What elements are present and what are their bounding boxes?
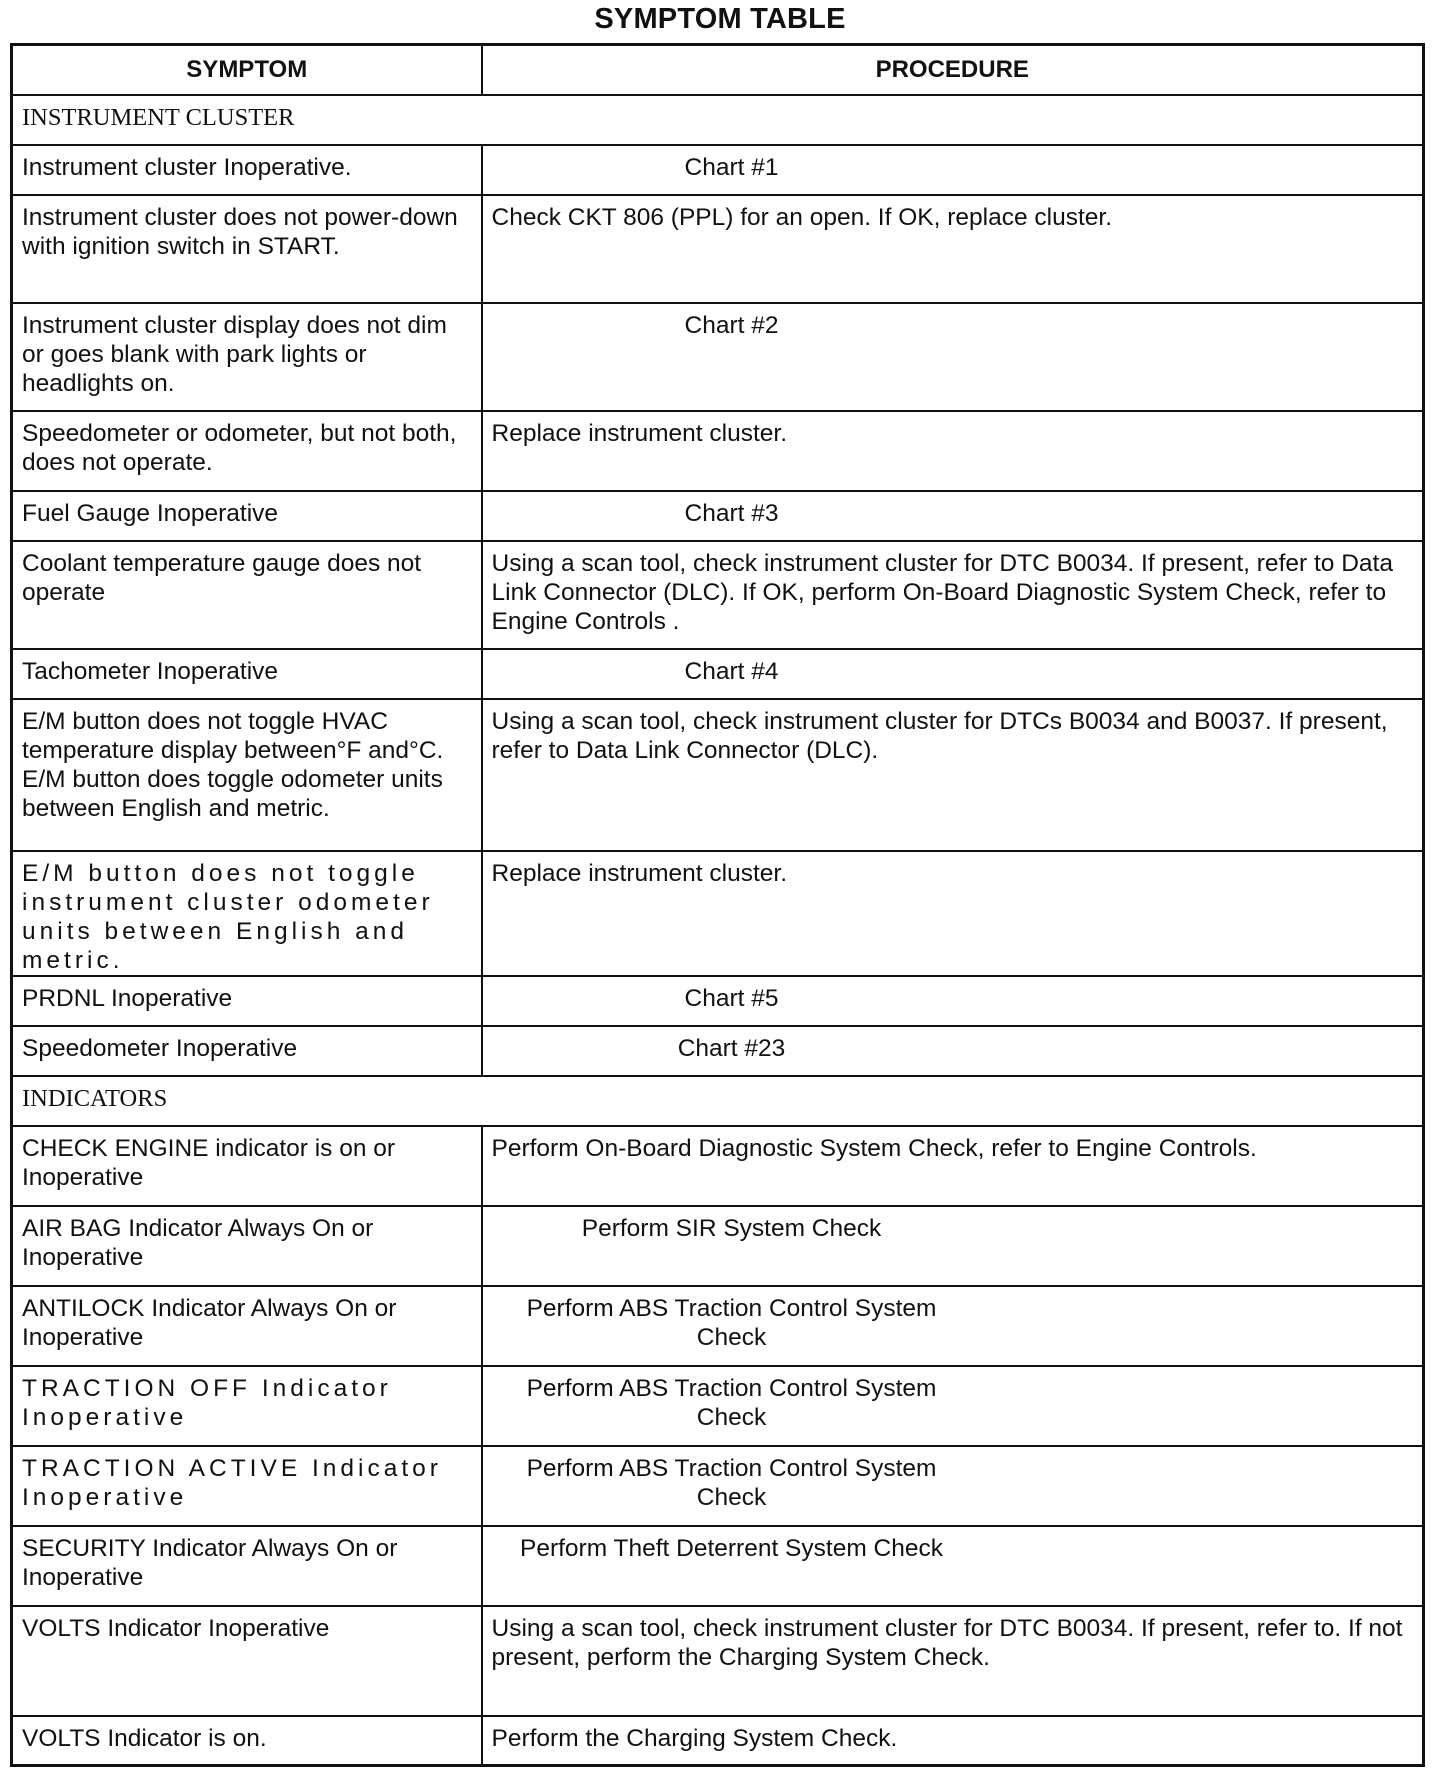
procedure-cell <box>482 976 1424 1026</box>
symptom-cell: VOLTS Indicator is on. <box>12 1716 482 1766</box>
section-row <box>12 95 1424 145</box>
table-row <box>12 541 1424 649</box>
procedure-cell <box>482 491 1424 541</box>
table-row <box>12 1126 1424 1206</box>
procedure-text: Chart #2 <box>684 311 779 339</box>
table-row <box>12 699 1424 851</box>
procedure-cell <box>482 145 1424 195</box>
procedure-cell <box>482 1526 1424 1606</box>
procedure-cell: Replace instrument cluster. <box>482 411 1424 491</box>
symptom-cell: E/M button does not toggle HVAC temperature display between°F and°C. E/M button does toggle odometer units between English and metric. <box>12 699 482 851</box>
table-row <box>12 491 1424 541</box>
table-row <box>12 1526 1424 1606</box>
procedure-text: Chart #4 <box>684 657 779 685</box>
symptom-cell: Instrument cluster Inoperative. <box>12 145 482 195</box>
procedure-cell: Using a scan tool, check instrument cluster for DTC B0034. If present, refer to Data Link Connector (DLC). If OK, perform On-Board Diagnostic System Check, refer to Engine Controls . <box>482 541 1424 649</box>
table-row <box>12 976 1424 1026</box>
procedure-text: Chart #5 <box>684 984 779 1012</box>
table-row <box>12 145 1424 195</box>
symptom-cell: Tachometer Inoperative <box>12 649 482 699</box>
procedure-text: Chart #1 <box>684 153 779 181</box>
procedure-text: Chart #23 <box>677 1034 786 1062</box>
column-header-symptom: SYMPTOM <box>12 45 482 95</box>
symptom-cell: Fuel Gauge Inoperative <box>12 491 482 541</box>
procedure-text: Perform SIR System Check <box>581 1214 882 1242</box>
symptom-cell: CHECK ENGINE indicator is on or Inoperative <box>12 1126 482 1206</box>
procedure-text: Perform ABS Traction Control System Check <box>526 1294 937 1351</box>
procedure-cell <box>482 1286 1424 1366</box>
table-row <box>12 1366 1424 1446</box>
symptom-cell: VOLTS Indicator Inoperative <box>12 1606 482 1716</box>
table-row <box>12 1446 1424 1526</box>
page-title: SYMPTOM TABLE <box>594 3 846 35</box>
procedure-cell: Using a scan tool, check instrument cluster for DTC B0034. If present, refer to. If not present, perform the Charging System Check. <box>482 1606 1424 1716</box>
procedure-cell <box>482 1446 1424 1526</box>
symptom-table <box>10 43 1425 1767</box>
table-row <box>12 649 1424 699</box>
procedure-cell <box>482 1026 1424 1076</box>
symptom-cell: TRACTION ACTIVE Indicator Inoperative <box>12 1446 482 1526</box>
symptom-cell: TRACTION OFF Indicator Inoperative <box>12 1366 482 1446</box>
symptom-cell: AIR BAG Indicator Always On or Inoperative <box>12 1206 482 1286</box>
symptom-cell: SECURITY Indicator Always On or Inoperative <box>12 1526 482 1606</box>
procedure-cell <box>482 303 1424 411</box>
procedure-text: Perform ABS Traction Control System Check <box>526 1374 937 1431</box>
table-row <box>12 411 1424 491</box>
table-row <box>12 1026 1424 1076</box>
table-header-row <box>12 45 1424 95</box>
procedure-cell <box>482 649 1424 699</box>
symptom-cell: ANTILOCK Indicator Always On or Inoperative <box>12 1286 482 1366</box>
table-row <box>12 1286 1424 1366</box>
table-row <box>12 303 1424 411</box>
section-title-instrument-cluster: INSTRUMENT CLUSTER <box>12 95 1424 145</box>
symptom-cell: E/M button does not toggle instrument cluster odometer units between English and metric. <box>12 851 482 976</box>
procedure-cell: Replace instrument cluster. <box>482 851 1424 976</box>
symptom-cell: Instrument cluster does not power-down with ignition switch in START. <box>12 195 482 303</box>
table-row <box>12 851 1424 976</box>
procedure-text: Perform Theft Deterrent System Check <box>520 1534 943 1562</box>
symptom-cell: PRDNL Inoperative <box>12 976 482 1026</box>
symptom-cell: Instrument cluster display does not dim or goes blank with park lights or headlights on. <box>12 303 482 411</box>
symptom-cell: Speedometer or odometer, but not both, does not operate. <box>12 411 482 491</box>
symptom-cell: Speedometer Inoperative <box>12 1026 482 1076</box>
table-row <box>12 1206 1424 1286</box>
symptom-cell: Coolant temperature gauge does not operate <box>12 541 482 649</box>
procedure-cell: Check CKT 806 (PPL) for an open. If OK, replace cluster. <box>482 195 1424 303</box>
procedure-cell: Using a scan tool, check instrument cluster for DTCs B0034 and B0037. If present, refer to Data Link Connector (DLC). <box>482 699 1424 851</box>
procedure-cell <box>482 1206 1424 1286</box>
procedure-text: Perform ABS Traction Control System Check <box>526 1454 937 1511</box>
procedure-cell <box>482 1366 1424 1446</box>
section-title-indicators: INDICATORS <box>12 1076 1424 1126</box>
procedure-text: Chart #3 <box>684 499 779 527</box>
procedure-cell: Perform On-Board Diagnostic System Check, refer to Engine Controls. <box>482 1126 1424 1206</box>
table-row <box>12 1716 1424 1766</box>
procedure-cell: Perform the Charging System Check. <box>482 1716 1424 1766</box>
section-row <box>12 1076 1424 1126</box>
table-row <box>12 195 1424 303</box>
column-header-procedure: PROCEDURE <box>482 45 1424 95</box>
table-row <box>12 1606 1424 1716</box>
